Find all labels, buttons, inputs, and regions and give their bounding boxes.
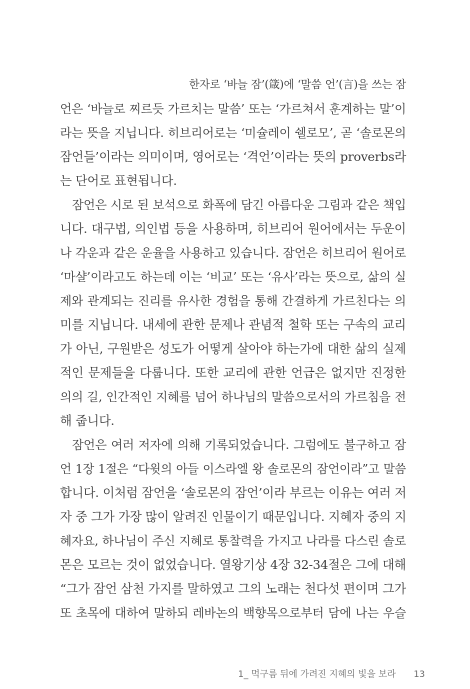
text-line: 적인 문제들을 다룹니다. 또한 교리에 관한 언급은 없지만 진정한 xyxy=(60,366,406,380)
text-line: 자 중 그가 가장 많이 알려진 인물이기 때문입니다. 지혜자 중의 지 xyxy=(60,510,407,524)
text-line: 가 아닌, 구원받은 성도가 어떻게 살아야 하는가에 대한 삶의 실제 xyxy=(60,342,406,356)
text-line: 혜자요, 하나님이 주신 지혜로 통찰력을 가지고 나라를 다스린 솔로 xyxy=(60,534,406,548)
text-line: 라는 뜻을 지닙니다. 히브리어로는 ‘미슐레이 쉘로모’, 곧 ‘솔로몬의 xyxy=(60,126,406,140)
text-line: 언 1장 1절은 “다윗의 아들 이스라엘 왕 솔로몬의 잠언이라”고 말씀 xyxy=(60,462,406,476)
text-line: 합니다. 이처럼 잠언을 ‘솔로몬의 잠언’이라 부르는 이유는 여러 저 xyxy=(60,486,407,500)
running-head: 1_ 먹구름 뒤에 가려진 지혜의 빛을 보라 xyxy=(238,670,396,680)
page-number: 13 xyxy=(413,670,426,680)
text-line: 한자로 ‘바늘 잠’(箴)에 ‘말씀 언’(言)을 쓰는 잠 xyxy=(189,78,406,91)
text-line: “그가 잠언 삼천 가지를 말하였고 그의 노래는 천다섯 편이며 그가 xyxy=(60,582,406,596)
text-line: 의의 길, 인간적인 지혜를 넘어 하나님의 말씀으로서의 가르침을 전 xyxy=(60,390,406,404)
text-line: 나 각운과 같은 운율을 사용하고 있습니다. 잠언은 히브리어 원어로 xyxy=(60,246,406,260)
text-line: 또 초목에 대하여 말하되 레바논의 백향목으로부터 담에 나는 우슬 xyxy=(60,606,406,620)
text-line: ‘마샬’이라고도 하는데 이는 ‘비교’ 또는 ‘유사’라는 뜻으로, 삶의 실 xyxy=(60,270,406,284)
text-line: 해 줍니다. xyxy=(60,414,115,428)
text-line: 제와 관계되는 진리를 유사한 경험을 통해 간결하게 가르친다는 의 xyxy=(60,294,406,308)
text-line: 잠언은 시로 된 보석으로 화폭에 담긴 아름다운 그림과 같은 책입 xyxy=(72,198,406,212)
text-line: 잠언들’이라는 의미이며, 영어로는 ‘격언’이라는 뜻의 proverbs라 xyxy=(60,150,407,164)
text-line: 미를 지닙니다. 내세에 관한 문제나 관념적 철학 또는 구속의 교리 xyxy=(60,318,406,332)
text-line: 몬은 모르는 것이 없었습니다. 열왕기상 4장 32-34절은 그에 대해 xyxy=(60,558,406,572)
page-footer xyxy=(238,667,425,680)
text-line: 언은 ‘바늘로 찌르듯 가르치는 말씀’ 또는 ‘가르쳐서 훈계하는 말’이 xyxy=(60,102,406,116)
text-line: 잠언은 여러 저자에 의해 기록되었습니다. 그럼에도 불구하고 잠 xyxy=(72,438,406,452)
text-line: 니다. 대구법, 의인법 등을 사용하며, 히브리어 원어에서는 두운이 xyxy=(60,222,406,236)
text-line: 는 단어로 표현됩니다. xyxy=(60,174,177,188)
